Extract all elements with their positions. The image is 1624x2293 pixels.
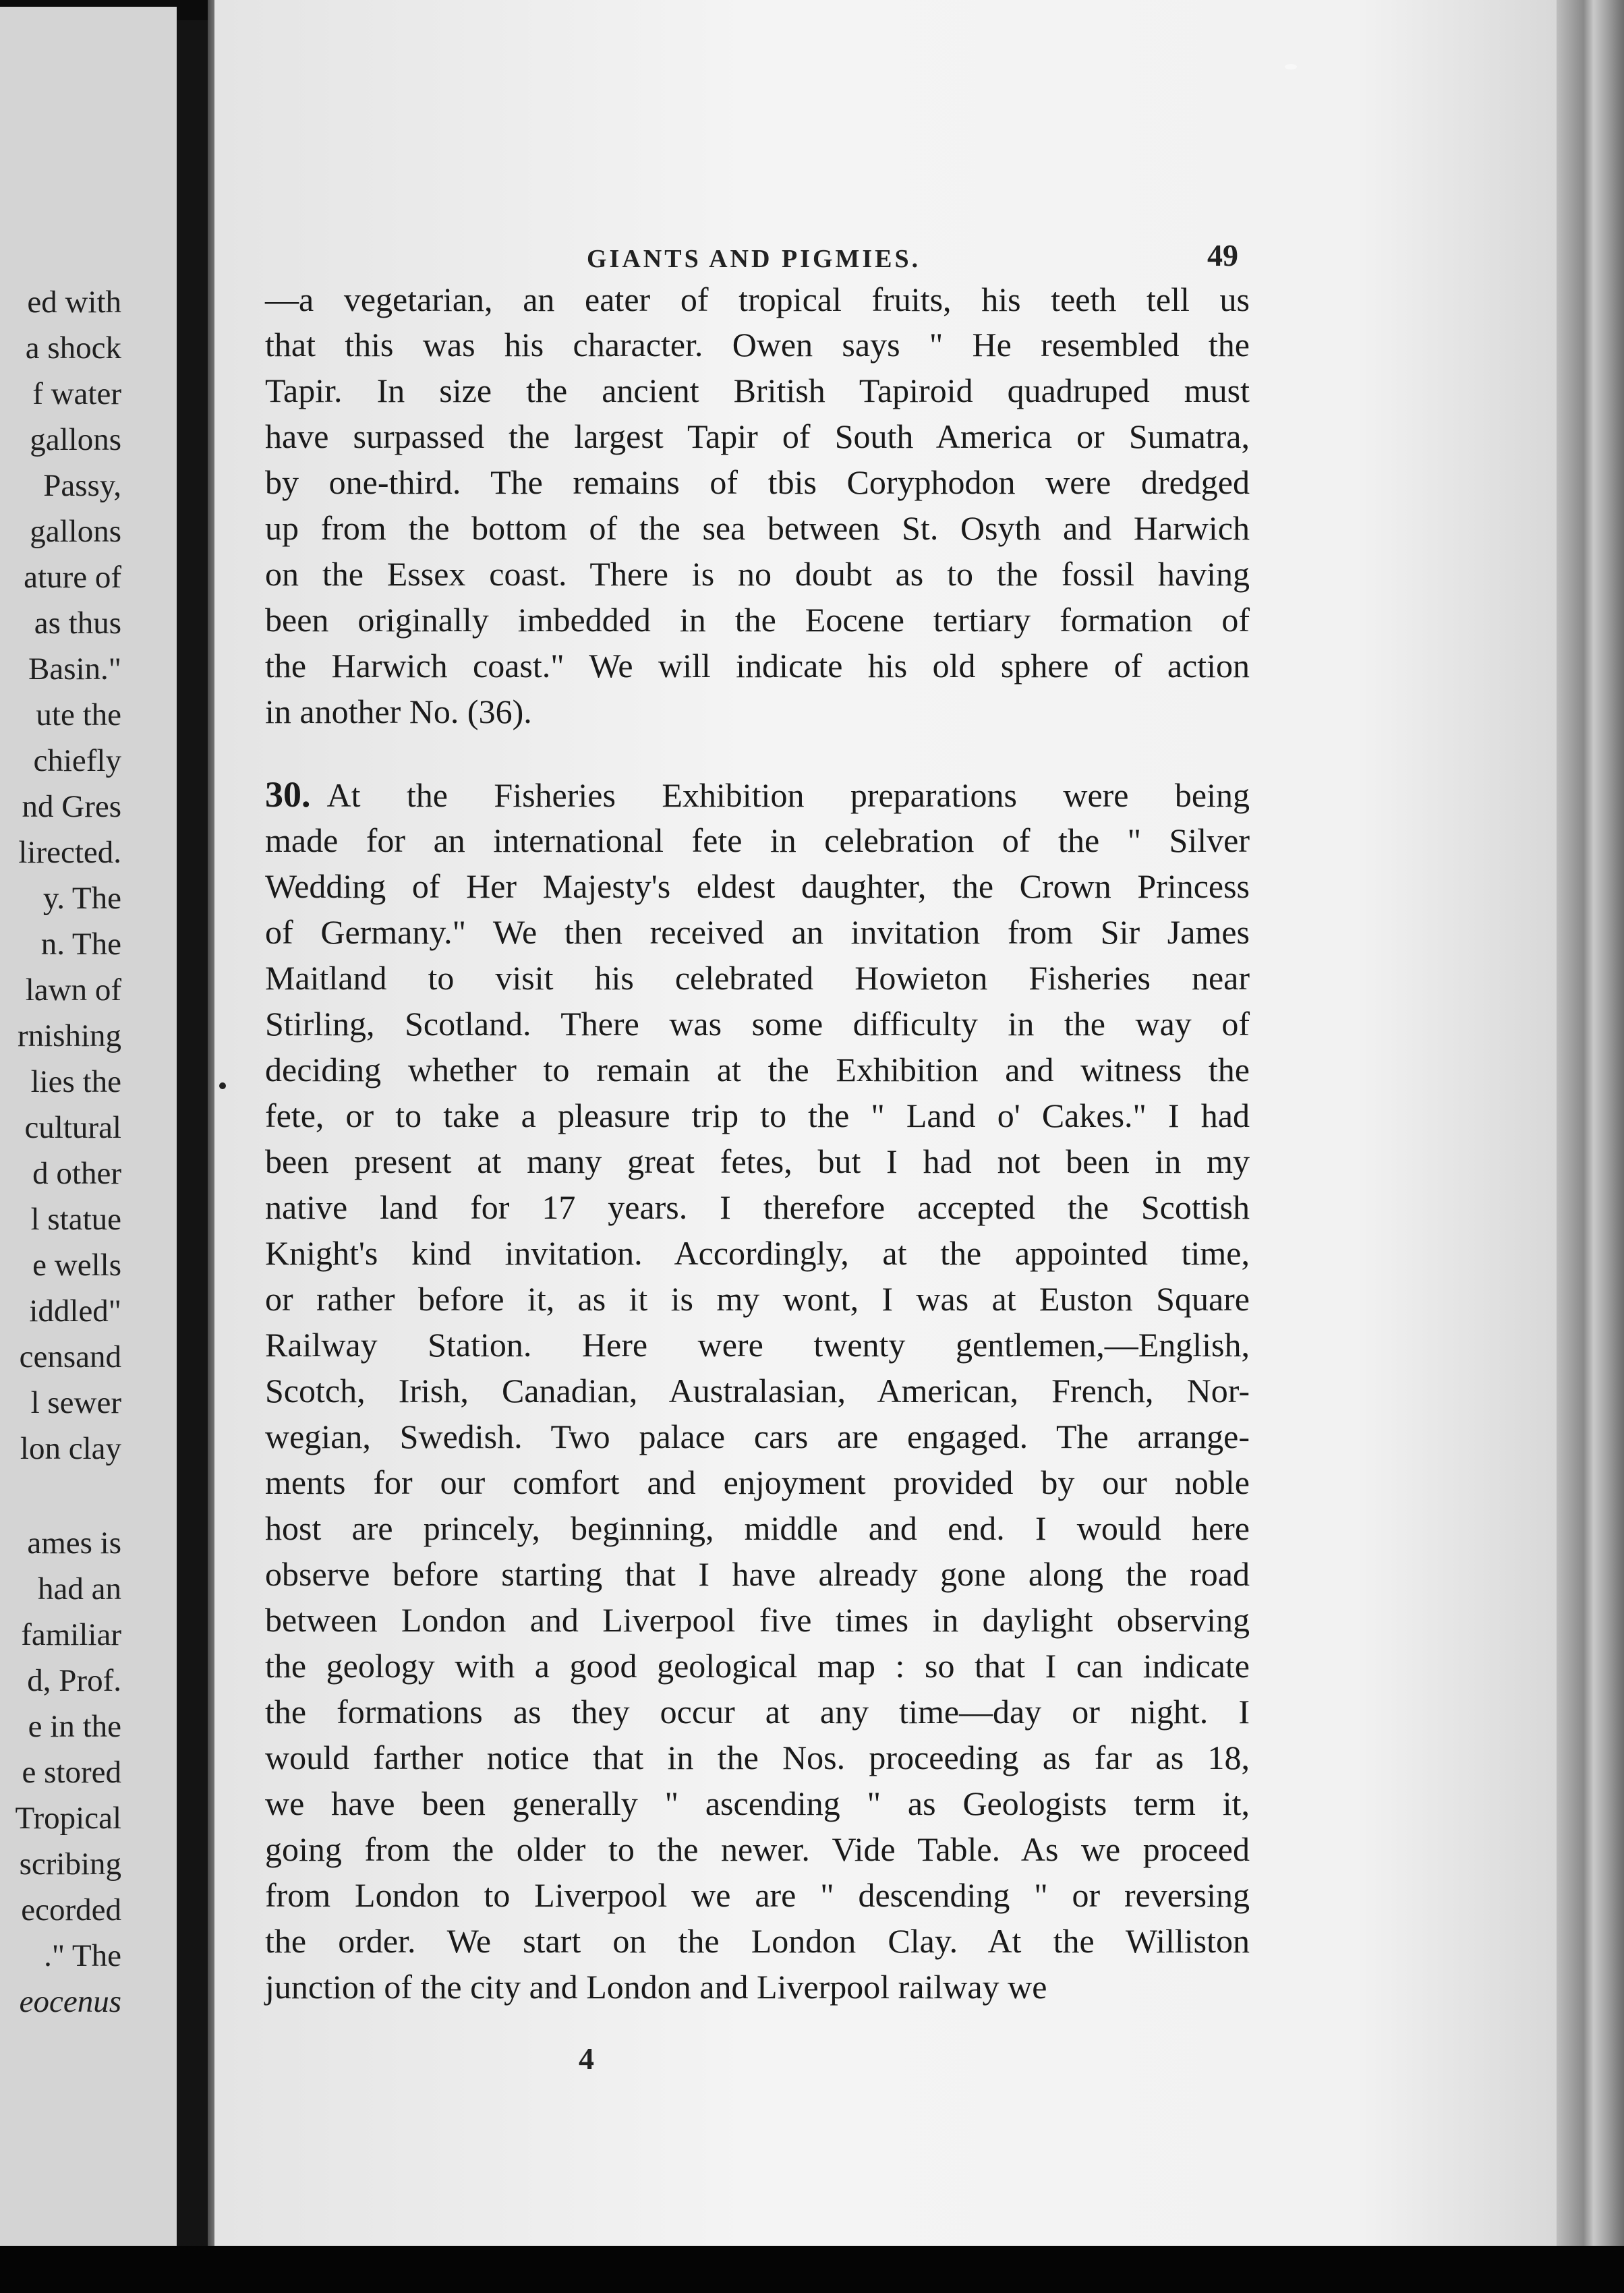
left-page-line: d other <box>32 1156 121 1191</box>
body-line: —a vegetarian, an eater of tropical fruits, his teeth tell us <box>265 281 1250 318</box>
left-page-line: lirected. <box>18 835 121 870</box>
body-line: going from the older to the newer. Vide Table. As we proceed <box>265 1830 1250 1868</box>
body-line: up from the bottom of the sea between St. Osyth and Harwich <box>265 509 1250 547</box>
page-number: 49 <box>1207 238 1238 272</box>
left-page-line: as thus <box>34 606 121 641</box>
section-number: 30. <box>265 774 311 815</box>
left-page-line: lon clay <box>20 1431 121 1466</box>
body-line: wegian, Swedish. Two palace cars are engaged. The arrange- <box>265 1418 1250 1455</box>
left-page-line: had an <box>38 1571 121 1606</box>
page-edge <box>1557 0 1624 2293</box>
scan-border <box>0 2246 1624 2293</box>
signature-mark: 4 <box>579 2041 594 2076</box>
body-line: been originally imbedded in the Eocene tertiary formation of <box>265 601 1250 639</box>
body-line <box>265 772 1250 818</box>
body-line: Scotch, Irish, Canadian, Australasian, American, French, Nor- <box>265 1372 1250 1410</box>
body-line: junction of the city and London and Liverpool railway we <box>265 1968 1047 2006</box>
left-page-line: gallons <box>30 422 121 457</box>
body-line: Maitland to visit his celebrated Howieton Fisheries near <box>265 959 1250 997</box>
left-page-line: Passy, <box>43 468 121 503</box>
body-line: would farther notice that in the Nos. proceeding as far as 18, <box>265 1739 1250 1776</box>
body-line-text: At the Fisheries Exhibition preparations were being <box>326 776 1250 814</box>
body-line: made for an international fete in celebration of the " Silver <box>265 821 1250 859</box>
body-line: the order. We start on the London Clay. At the Williston <box>265 1922 1250 1960</box>
left-page-line: ecorded <box>21 1892 121 1927</box>
left-page-line: ames is <box>27 1526 121 1561</box>
body-line: deciding whether to remain at the Exhibition and witness the <box>265 1051 1250 1089</box>
body-line: Tapir. In size the ancient British Tapiroid quadruped must <box>265 372 1250 409</box>
left-page-line: nd Gres <box>22 789 121 824</box>
body-line: native land for 17 years. I therefore accepted the Scottish <box>265 1188 1250 1226</box>
left-page-line: e stored <box>22 1755 121 1790</box>
left-page-line: e in the <box>28 1709 121 1744</box>
gutter-shadow <box>177 20 208 2259</box>
body-line: by one-third. The remains of tbis Coryphodon were dredged <box>265 463 1250 501</box>
left-page-line: d, Prof. <box>27 1663 121 1698</box>
left-page-line: lies the <box>30 1064 121 1099</box>
left-page-line: a shock <box>25 330 121 366</box>
left-page-line: e wells <box>32 1248 121 1283</box>
left-page-line: iddled" <box>29 1294 121 1329</box>
body-line: in another No. (36). <box>265 693 532 730</box>
body-line: between London and Liverpool five times in daylight observing <box>265 1601 1250 1639</box>
body-line: the geology with a good geological map : so that I can indicate <box>265 1647 1250 1685</box>
left-page-line: l statue <box>30 1202 121 1237</box>
body-line: the Harwich coast." We will indicate his old sphere of action <box>265 647 1250 685</box>
body-line: Knight's kind invitation. Accordingly, at the appointed time, <box>265 1234 1250 1272</box>
body-line: ments for our comfort and enjoyment provided by our noble <box>265 1463 1250 1501</box>
left-page-line: ." The <box>44 1938 121 1973</box>
scan-speck <box>1285 64 1297 69</box>
body-line: Stirling, Scotland. There was some difficulty in the way of <box>265 1005 1250 1043</box>
left-page-line: f water <box>32 376 121 411</box>
left-page-line: ed with <box>27 285 121 320</box>
left-page-line: ature of <box>24 560 121 595</box>
left-page-line: lawn of <box>25 973 121 1008</box>
body-line: that this was his character. Owen says " He resembled the <box>265 326 1250 364</box>
running-head: GIANTS AND PIGMIES. <box>587 245 921 273</box>
left-page-line: scribing <box>19 1847 121 1882</box>
body-line: of Germany." We then received an invitation from Sir James <box>265 913 1250 951</box>
left-page-line: Tropical <box>15 1801 121 1836</box>
facing-page-left <box>0 7 177 2259</box>
body-line: have surpassed the largest Tapir of South America or Sumatra, <box>265 417 1250 455</box>
body-line: Railway Station. Here were twenty gentlemen,—English, <box>265 1326 1250 1364</box>
left-page-line: l sewer <box>30 1385 121 1420</box>
left-page-line: ute the <box>36 697 121 732</box>
left-page-line: familiar <box>21 1617 121 1652</box>
left-page-line: censand <box>19 1339 121 1374</box>
left-page-line: gallons <box>30 514 121 549</box>
body-line: the formations as they occur at any time—day or night. I <box>265 1693 1250 1731</box>
body-line: Wedding of Her Majesty's eldest daughter, the Crown Princess <box>265 867 1250 905</box>
body-line: host are princely, beginning, middle and end. I would here <box>265 1509 1250 1547</box>
body-line: on the Essex coast. There is no doubt as to the fossil having <box>265 555 1250 593</box>
body-line: been present at many great fetes, but I had not been in my <box>265 1142 1250 1180</box>
left-page-line: n. The <box>40 927 121 962</box>
left-page-line: cultural <box>24 1110 121 1145</box>
left-page-line: eocenus <box>19 1984 121 2019</box>
body-line: or rather before it, as it is my wont, I was at Euston Square <box>265 1280 1250 1318</box>
body-line: from London to Liverpool we are " descending " or reversing <box>265 1876 1250 1914</box>
body-line: fete, or to take a pleasure trip to the " Land o' Cakes." I had <box>265 1097 1250 1134</box>
left-page-line: Basin." <box>28 651 121 687</box>
left-page-line: y. The <box>42 881 121 916</box>
ink-speck <box>219 1082 226 1089</box>
body-line: we have been generally " ascending " as Geologists term it, <box>265 1784 1250 1822</box>
left-page-line: rnishing <box>17 1018 121 1053</box>
left-page-line: chiefly <box>33 743 121 778</box>
body-line: observe before starting that I have already gone along the road <box>265 1555 1250 1593</box>
